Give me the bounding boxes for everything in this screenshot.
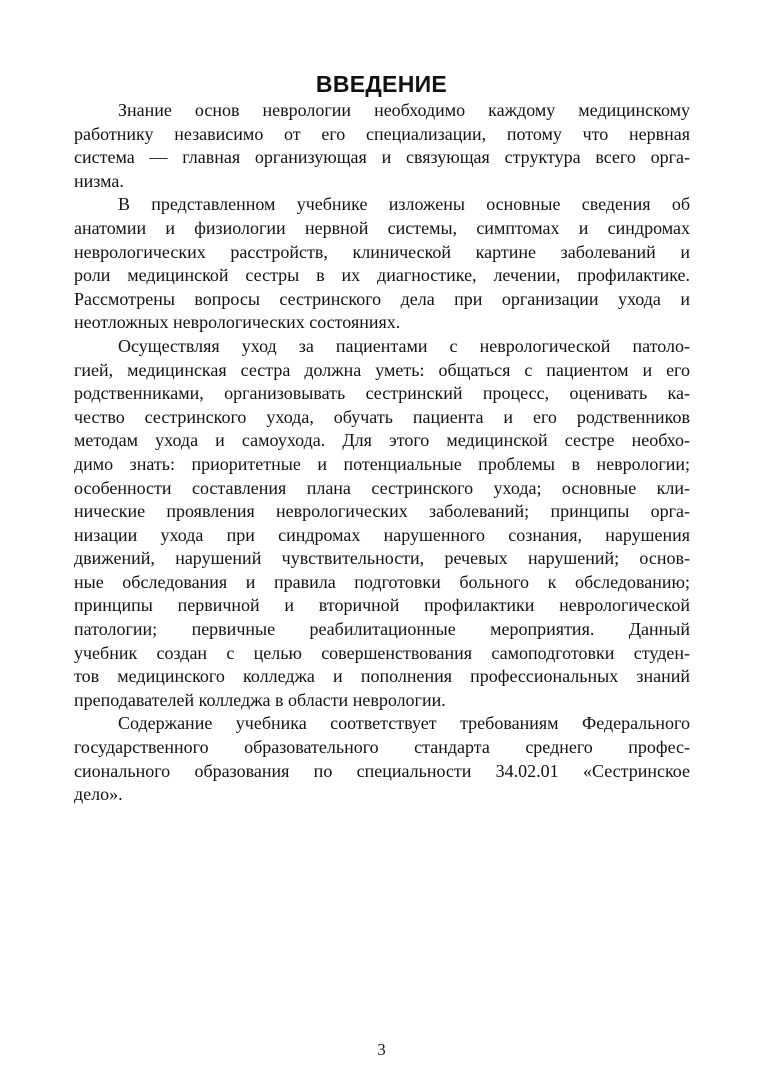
text-line: низма.	[74, 170, 124, 191]
text-line: система — главная организующая и связующая структура всего орга-	[74, 147, 690, 168]
text-line: патологии; первичные реабилитационные мероприятия. Данный	[74, 619, 690, 640]
text-line: тов медицинского колледжа и пополнения профессиональных знаний	[74, 666, 690, 687]
paragraph-3	[74, 335, 690, 713]
body-text	[74, 99, 690, 807]
text-line: принципы первичной и вторичной профилактики неврологической	[74, 595, 690, 616]
text-line: низации ухода при синдромах нарушенного сознания, нарушения	[74, 524, 690, 545]
page-title: ВВЕДЕНИЕ	[315, 71, 448, 98]
text-line: ные обследования и правила подготовки больного к обследованию;	[74, 571, 690, 592]
page-number: 3	[377, 1040, 386, 1059]
paragraph-1	[74, 99, 690, 193]
text-line: В представленном учебнике изложены основные сведения об	[118, 194, 690, 215]
text-line: движений, нарушений чувствительности, речевых нарушений; основ-	[74, 548, 690, 569]
text-line: анатомии и физиологии нервной системы, симптомах и синдромах	[74, 217, 690, 238]
text-line: особенности составления плана сестринского ухода; основные кли-	[74, 477, 690, 498]
text-line: Осуществляя уход за пациентами с неврологической патоло-	[118, 335, 690, 356]
text-line: учебник создан с целью совершенствования самоподготовки студен-	[74, 642, 690, 663]
text-line: Знание основ неврологии необходимо каждому медицинскому	[118, 100, 690, 120]
paragraph-2	[74, 193, 690, 335]
text-line: Рассмотрены вопросы сестринского дела при организации ухода и	[74, 288, 690, 309]
text-line: гией, медицинская сестра должна уметь: общаться с пациентом и его	[74, 359, 690, 380]
text-line: димо знать: приоритетные и потенциальные проблемы в неврологии;	[74, 453, 690, 474]
text-line: родственниками, организовывать сестринский процесс, оценивать ка-	[74, 383, 690, 404]
text-line: преподавателей колледжа в области неврологии.	[74, 689, 446, 710]
text-line: работнику независимо от его специализации, потому что нервная	[74, 123, 690, 144]
text-line: неотложных неврологических состояниях.	[74, 312, 401, 333]
text-line: сионального образования по специальности 34.02.01 «Сестринское	[74, 760, 690, 781]
text-line: нические проявления неврологических заболеваний; принципы орга-	[74, 501, 690, 522]
text-line: Содержание учебника соответствует требованиям Федерального	[118, 713, 690, 734]
text-line: государственного образовательного стандарта среднего профес-	[74, 737, 690, 758]
text-line: дело».	[74, 784, 123, 805]
text-line: неврологических расстройств, клинической картине заболеваний и	[74, 241, 690, 262]
text-line: роли медицинской сестры в их диагностике, лечении, профилактике.	[74, 265, 690, 286]
text-line: методам ухода и самоухода. Для этого медицинской сестре необхо-	[74, 430, 690, 451]
paragraph-4	[74, 712, 690, 806]
text-line: чество сестринского ухода, обучать пациента и его родственников	[74, 406, 690, 427]
